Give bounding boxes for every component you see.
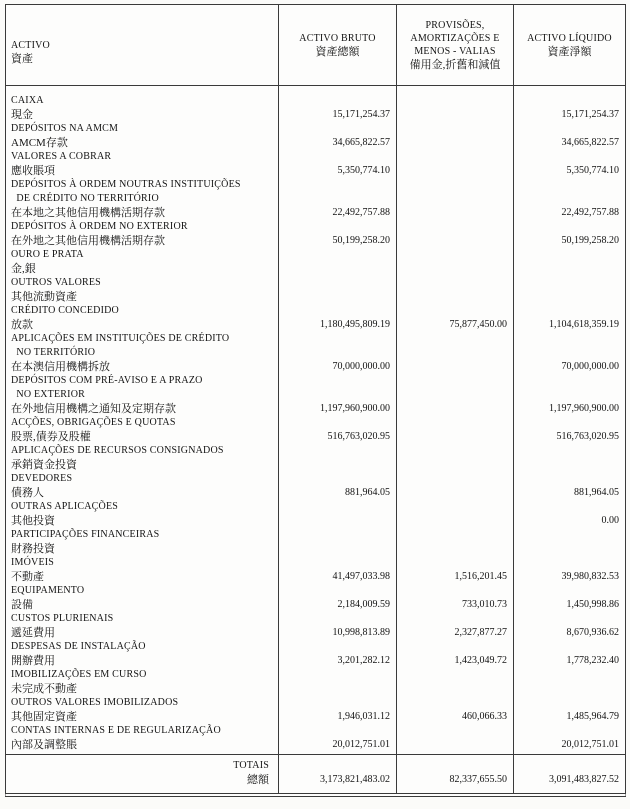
column-header-activo-liquido-pt: ACTIVO LÍQUIDO — [527, 32, 612, 44]
row-label-pt: DEPÓSITOS NA AMCM — [11, 123, 119, 134]
row-value-activo-bruto: 41,497,033.98 — [278, 556, 396, 584]
row-value-activo-liquido — [513, 668, 625, 696]
totals-row — [6, 754, 625, 793]
row-value-provisoes — [396, 374, 513, 416]
table-row — [6, 416, 625, 444]
row-value-activo-bruto: 3,201,282.12 — [278, 640, 396, 668]
row-value-activo-liquido: 15,171,254.37 — [513, 86, 625, 122]
table-body — [6, 86, 625, 754]
row-label-zh: 不動產 — [11, 571, 44, 583]
row-label-pt: APLICAÇÕES DE RECURSOS CONSIGNADOS — [11, 445, 224, 456]
row-value-activo-liquido: 1,450,998.86 — [513, 584, 625, 612]
row-value-provisoes — [396, 220, 513, 248]
row-value-activo-bruto: 1,180,495,809.19 — [278, 304, 396, 332]
table-row — [6, 220, 625, 248]
row-value-activo-bruto: 1,197,960,900.00 — [278, 374, 396, 416]
row-label — [6, 444, 278, 472]
row-label-zh: 內部及調整賬 — [11, 739, 77, 751]
table-row — [6, 724, 625, 754]
totals-value-activo-liquido: 3,091,483,827.52 — [513, 755, 625, 793]
row-label-zh: 開辦費用 — [11, 655, 55, 667]
table-header-row — [6, 5, 625, 86]
row-value-provisoes — [396, 528, 513, 556]
table-row — [6, 696, 625, 724]
row-value-activo-bruto — [278, 444, 396, 472]
row-value-activo-bruto: 50,199,258.20 — [278, 220, 396, 248]
row-value-provisoes — [396, 122, 513, 150]
row-value-provisoes: 1,516,201.45 — [396, 556, 513, 584]
row-value-activo-bruto: 10,998,813.89 — [278, 612, 396, 640]
row-label-pt: CRÉDITO CONCEDIDO — [11, 305, 119, 316]
row-label-pt: NO EXTERIOR — [11, 389, 85, 400]
row-value-provisoes — [396, 416, 513, 444]
row-value-provisoes — [396, 724, 513, 754]
row-label — [6, 86, 278, 122]
row-label — [6, 220, 278, 248]
row-label-zh: 在外地信用機構之通知及定期存款 — [11, 403, 176, 415]
row-value-activo-bruto — [278, 528, 396, 556]
row-value-activo-bruto: 2,184,009.59 — [278, 584, 396, 612]
row-value-activo-liquido: 0.00 — [513, 500, 625, 528]
row-value-activo-liquido: 1,197,960,900.00 — [513, 374, 625, 416]
row-value-activo-bruto: 15,171,254.37 — [278, 86, 396, 122]
row-label-pt: APLICAÇÕES EM INSTITUIÇÕES DE CRÉDITO — [11, 333, 230, 344]
document-sheet — [5, 4, 626, 797]
row-label — [6, 668, 278, 696]
row-label-pt: CONTAS INTERNAS E DE REGULARIZAÇÃO — [11, 725, 221, 736]
row-value-provisoes — [396, 668, 513, 696]
row-value-activo-liquido — [513, 276, 625, 304]
row-label-pt: OUTROS VALORES — [11, 277, 101, 288]
row-value-provisoes: 1,423,049.72 — [396, 640, 513, 668]
row-label-pt: VALORES A COBRAR — [11, 151, 112, 162]
row-value-provisoes — [396, 500, 513, 528]
row-label-zh: 遞延費用 — [11, 627, 55, 639]
row-label-pt: NO TERRITÓRIO — [11, 347, 96, 358]
row-value-activo-liquido — [513, 444, 625, 472]
row-value-activo-bruto — [278, 248, 396, 276]
totals-label-zh: 總額 — [247, 774, 269, 786]
row-label — [6, 528, 278, 556]
row-label-pt: IMÓVEIS — [11, 557, 55, 568]
row-value-activo-liquido: 5,350,774.10 — [513, 150, 625, 178]
row-label — [6, 276, 278, 304]
row-label-pt: DEPÓSITOS À ORDEM NO EXTERIOR — [11, 221, 188, 232]
row-value-activo-bruto — [278, 276, 396, 304]
row-label-zh: 債務人 — [11, 487, 44, 499]
row-label-pt: PARTICIPAÇÕES FINANCEIRAS — [11, 529, 160, 540]
row-value-activo-liquido: 20,012,751.01 — [513, 724, 625, 754]
row-label-pt: CUSTOS PLURIENAIS — [11, 613, 114, 624]
table-row — [6, 332, 625, 374]
row-label — [6, 374, 278, 416]
row-label-zh: 在本地之其他信用機構活期存款 — [11, 207, 165, 219]
column-header-provisoes-pt-2: AMORTIZAÇÕES E — [410, 32, 500, 44]
row-label-zh: 未完成不動產 — [11, 683, 77, 695]
column-header-activo-pt: ACTIVO — [11, 39, 50, 51]
row-value-activo-bruto: 22,492,757.88 — [278, 178, 396, 220]
row-label-zh: 現金 — [11, 109, 33, 121]
row-value-provisoes — [396, 276, 513, 304]
row-label-zh: 應收賬項 — [11, 165, 55, 177]
row-value-activo-liquido: 34,665,822.57 — [513, 122, 625, 150]
totals-value-provisoes: 82,337,655.50 — [396, 755, 513, 793]
row-label-pt: IMOBILIZAÇÕES EM CURSO — [11, 669, 147, 680]
row-label-zh: 財務投資 — [11, 543, 55, 555]
row-value-activo-liquido: 1,104,618,359.19 — [513, 304, 625, 332]
assets-table — [5, 4, 626, 797]
row-value-activo-liquido: 881,964.05 — [513, 472, 625, 500]
row-value-activo-liquido: 70,000,000.00 — [513, 332, 625, 374]
row-label — [6, 150, 278, 178]
column-header-activo-zh: 資產 — [11, 52, 33, 65]
row-label-pt: DEPÓSITOS COM PRÉ-AVISO E A PRAZO — [11, 375, 203, 386]
table-row — [6, 500, 625, 528]
row-label-zh: 其他流動資產 — [11, 291, 77, 303]
table-row — [6, 584, 625, 612]
row-value-provisoes — [396, 178, 513, 220]
column-header-activo-liquido-zh: 資產淨額 — [547, 45, 592, 58]
row-value-activo-liquido — [513, 248, 625, 276]
row-label — [6, 332, 278, 374]
row-value-provisoes: 733,010.73 — [396, 584, 513, 612]
row-value-provisoes — [396, 248, 513, 276]
row-value-activo-liquido: 8,670,936.62 — [513, 612, 625, 640]
row-value-activo-bruto: 881,964.05 — [278, 472, 396, 500]
row-value-provisoes — [396, 444, 513, 472]
row-value-provisoes — [396, 86, 513, 122]
row-label — [6, 122, 278, 150]
row-label — [6, 612, 278, 640]
table-row — [6, 304, 625, 332]
row-label-pt: OURO E PRATA — [11, 249, 84, 260]
table-row — [6, 122, 625, 150]
row-label-pt: DE CRÉDITO NO TERRITÓRIO — [11, 193, 159, 204]
row-value-provisoes: 75,877,450.00 — [396, 304, 513, 332]
totals-label-pt: TOTAIS — [233, 760, 269, 771]
table-row — [6, 668, 625, 696]
row-label-pt: ACÇÕES, OBRIGAÇÕES E QUOTAS — [11, 417, 176, 428]
row-value-activo-bruto — [278, 500, 396, 528]
table-row — [6, 150, 625, 178]
table-row — [6, 276, 625, 304]
table-row — [6, 86, 625, 122]
row-value-activo-bruto: 34,665,822.57 — [278, 122, 396, 150]
column-header-activo-bruto-zh: 資產總額 — [315, 45, 360, 58]
row-label-zh: 金,銀 — [11, 263, 36, 275]
row-value-activo-bruto: 70,000,000.00 — [278, 332, 396, 374]
row-label-zh: 放款 — [11, 319, 33, 331]
row-value-activo-liquido: 22,492,757.88 — [513, 178, 625, 220]
row-label — [6, 500, 278, 528]
row-label-pt: DESPESAS DE INSTALAÇÃO — [11, 641, 146, 652]
row-label — [6, 556, 278, 584]
table-row — [6, 556, 625, 584]
column-header-activo-liquido — [513, 5, 625, 85]
row-value-provisoes — [396, 332, 513, 374]
table-row — [6, 444, 625, 472]
row-label-zh: 股票,債券及股權 — [11, 431, 91, 443]
row-label — [6, 724, 278, 754]
column-header-activo-bruto — [278, 5, 396, 85]
row-value-activo-bruto: 1,946,031.12 — [278, 696, 396, 724]
row-label-zh: 其他投資 — [11, 515, 55, 527]
row-label-zh: 在本澳信用機構拆放 — [11, 361, 110, 373]
row-label — [6, 696, 278, 724]
row-value-activo-bruto: 20,012,751.01 — [278, 724, 396, 754]
table-row — [6, 640, 625, 668]
row-label — [6, 248, 278, 276]
row-value-activo-liquido: 1,485,964.79 — [513, 696, 625, 724]
row-value-activo-bruto: 5,350,774.10 — [278, 150, 396, 178]
row-value-provisoes — [396, 472, 513, 500]
totals-value-activo-bruto: 3,173,821,483.02 — [278, 755, 396, 793]
column-header-provisoes-pt-1: PROVISÕES, — [425, 19, 485, 31]
row-label — [6, 304, 278, 332]
row-label — [6, 178, 278, 220]
table-row — [6, 374, 625, 416]
row-label-zh: 在外地之其他信用機構活期存款 — [11, 235, 165, 247]
row-label-pt: OUTRAS APLICAÇÕES — [11, 501, 119, 512]
row-value-activo-bruto — [278, 668, 396, 696]
row-label-zh: 設備 — [11, 599, 33, 611]
column-header-provisoes — [396, 5, 513, 85]
table-row — [6, 248, 625, 276]
column-header-provisoes-zh: 備用金,折舊和減值 — [409, 58, 501, 71]
row-value-activo-liquido: 1,778,232.40 — [513, 640, 625, 668]
column-header-activo-bruto-pt: ACTIVO BRUTO — [299, 32, 376, 44]
table-row — [6, 528, 625, 556]
row-value-activo-liquido: 516,763,020.95 — [513, 416, 625, 444]
row-value-provisoes — [396, 150, 513, 178]
row-label — [6, 640, 278, 668]
row-value-activo-bruto: 516,763,020.95 — [278, 416, 396, 444]
row-label-zh: AMCM存款 — [11, 137, 68, 149]
row-value-activo-liquido: 39,980,832.53 — [513, 556, 625, 584]
row-label — [6, 584, 278, 612]
column-header-activo — [6, 5, 278, 85]
row-label — [6, 472, 278, 500]
column-header-provisoes-pt-3: MENOS - VALIAS — [414, 45, 496, 57]
row-label-pt: OUTROS VALORES IMOBILIZADOS — [11, 697, 179, 708]
table-row — [6, 472, 625, 500]
row-value-activo-liquido: 50,199,258.20 — [513, 220, 625, 248]
row-label-zh: 其他固定資產 — [11, 711, 77, 723]
totals-label — [6, 755, 278, 793]
row-value-provisoes: 460,066.33 — [396, 696, 513, 724]
row-label-pt: DEPÓSITOS À ORDEM NOUTRAS INSTITUIÇÕES — [11, 179, 241, 190]
row-value-activo-liquido — [513, 528, 625, 556]
row-label-pt: DEVEDORES — [11, 473, 73, 484]
row-label-pt: EQUIPAMENTO — [11, 585, 85, 596]
table-row — [6, 178, 625, 220]
row-label — [6, 416, 278, 444]
row-label-zh: 承銷資金投資 — [11, 459, 77, 471]
row-label-pt: CAIXA — [11, 95, 44, 106]
row-value-provisoes: 2,327,877.27 — [396, 612, 513, 640]
table-row — [6, 612, 625, 640]
